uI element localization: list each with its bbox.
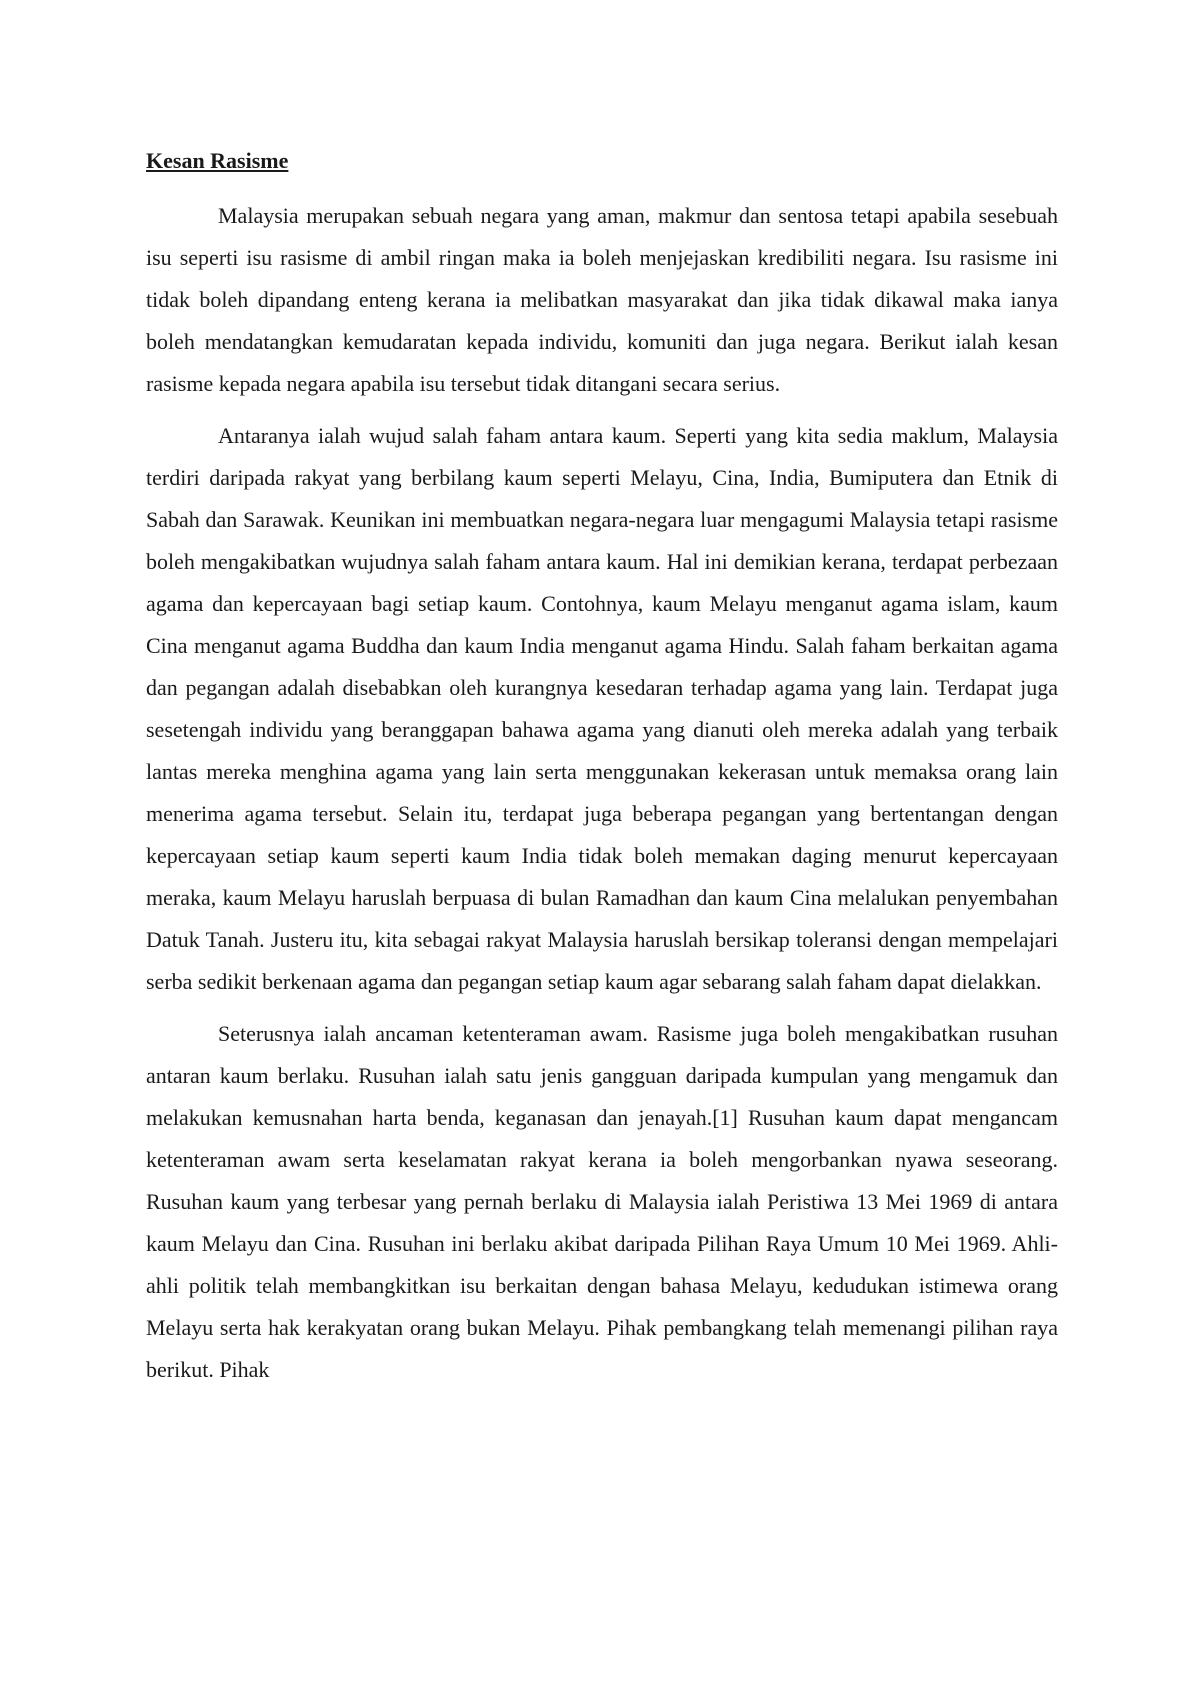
document-title: Kesan Rasisme — [146, 148, 289, 173]
paragraph-salah-faham: Antaranya ialah wujud salah faham antara kaum. Seperti yang kita sedia maklum, Malaysia terdiri daripada rakyat yang berbilang kaum seperti Melayu, Cina, India, Bumiputera dan Etnik di Sabah dan Sarawak. Keunikan ini membuatkan negara-negara luar mengagumi Malaysia tetapi rasisme boleh mengakibatkan wujudnya salah faham antara kaum. Hal ini demikian kerana, terdapat perbezaan agama dan kepercayaan bagi setiap kaum. Contohnya, kaum Melayu menganut agama islam, kaum Cina menganut agama Buddha dan kaum India menganut agama Hindu. Salah faham berkaitan agama dan pegangan adalah disebabkan oleh kurangnya kesedaran terhadap agama yang lain. Terdapat juga sesetengah individu yang beranggapan bahawa agama yang dianuti oleh mereka adalah yang terbaik lantas mereka menghina agama yang lain serta menggunakan kekerasan untuk memaksa orang lain menerima agama tersebut. Selain itu, terdapat juga beberapa pegangan yang bertentangan dengan kepercayaan setiap kaum seperti kaum India tidak boleh memakan daging menurut kepercayaan meraka, kaum Melayu haruslah berpuasa di bulan Ramadhan dan kaum Cina melalukan penyembahan Datuk Tanah. Justeru itu, kita sebagai rakyat Malaysia haruslah bersikap toleransi dengan mempelajari serba sedikit berkenaan agama dan pegangan setiap kaum agar sebarang salah faham dapat dielakkan. — [146, 423, 1058, 994]
document-body — [146, 143, 1058, 1401]
paragraph-introduction: Malaysia merupakan sebuah negara yang aman, makmur dan sentosa tetapi apabila sesebuah isu seperti isu rasisme di ambil ringan maka ia boleh menjejaskan kredibiliti negara. Isu rasisme ini tidak boleh dipandang enteng kerana ia melibatkan masyarakat dan jika tidak dikawal maka ianya boleh mendatangkan kemudaratan kepada individu, komuniti dan juga negara. Berikut ialah kesan rasisme kepada negara apabila isu tersebut tidak ditangani secara serius. — [146, 203, 1058, 396]
paragraph-ancaman: Seterusnya ialah ancaman ketenteraman awam. Rasisme juga boleh mengakibatkan rusuhan antaran kaum berlaku. Rusuhan ialah satu jenis gangguan daripada kumpulan yang mengamuk dan melakukan kemusnahan harta benda, keganasan dan jenayah.[1] Rusuhan kaum dapat mengancam ketenteraman awam serta keselamatan rakyat kerana ia boleh mengorbankan nyawa seseorang. Rusuhan kaum yang terbesar yang pernah berlaku di Malaysia ialah Peristiwa 13 Mei 1969 di antara kaum Melayu dan Cina. Rusuhan ini berlaku akibat daripada Pilihan Raya Umum 10 Mei 1969. Ahli-ahli politik telah membangkitkan isu berkaitan dengan bahasa Melayu, kedudukan istimewa orang Melayu serta hak kerakyatan orang bukan Melayu. Pihak pembangkang telah memenangi pilihan raya berikut. Pihak — [146, 1021, 1058, 1382]
